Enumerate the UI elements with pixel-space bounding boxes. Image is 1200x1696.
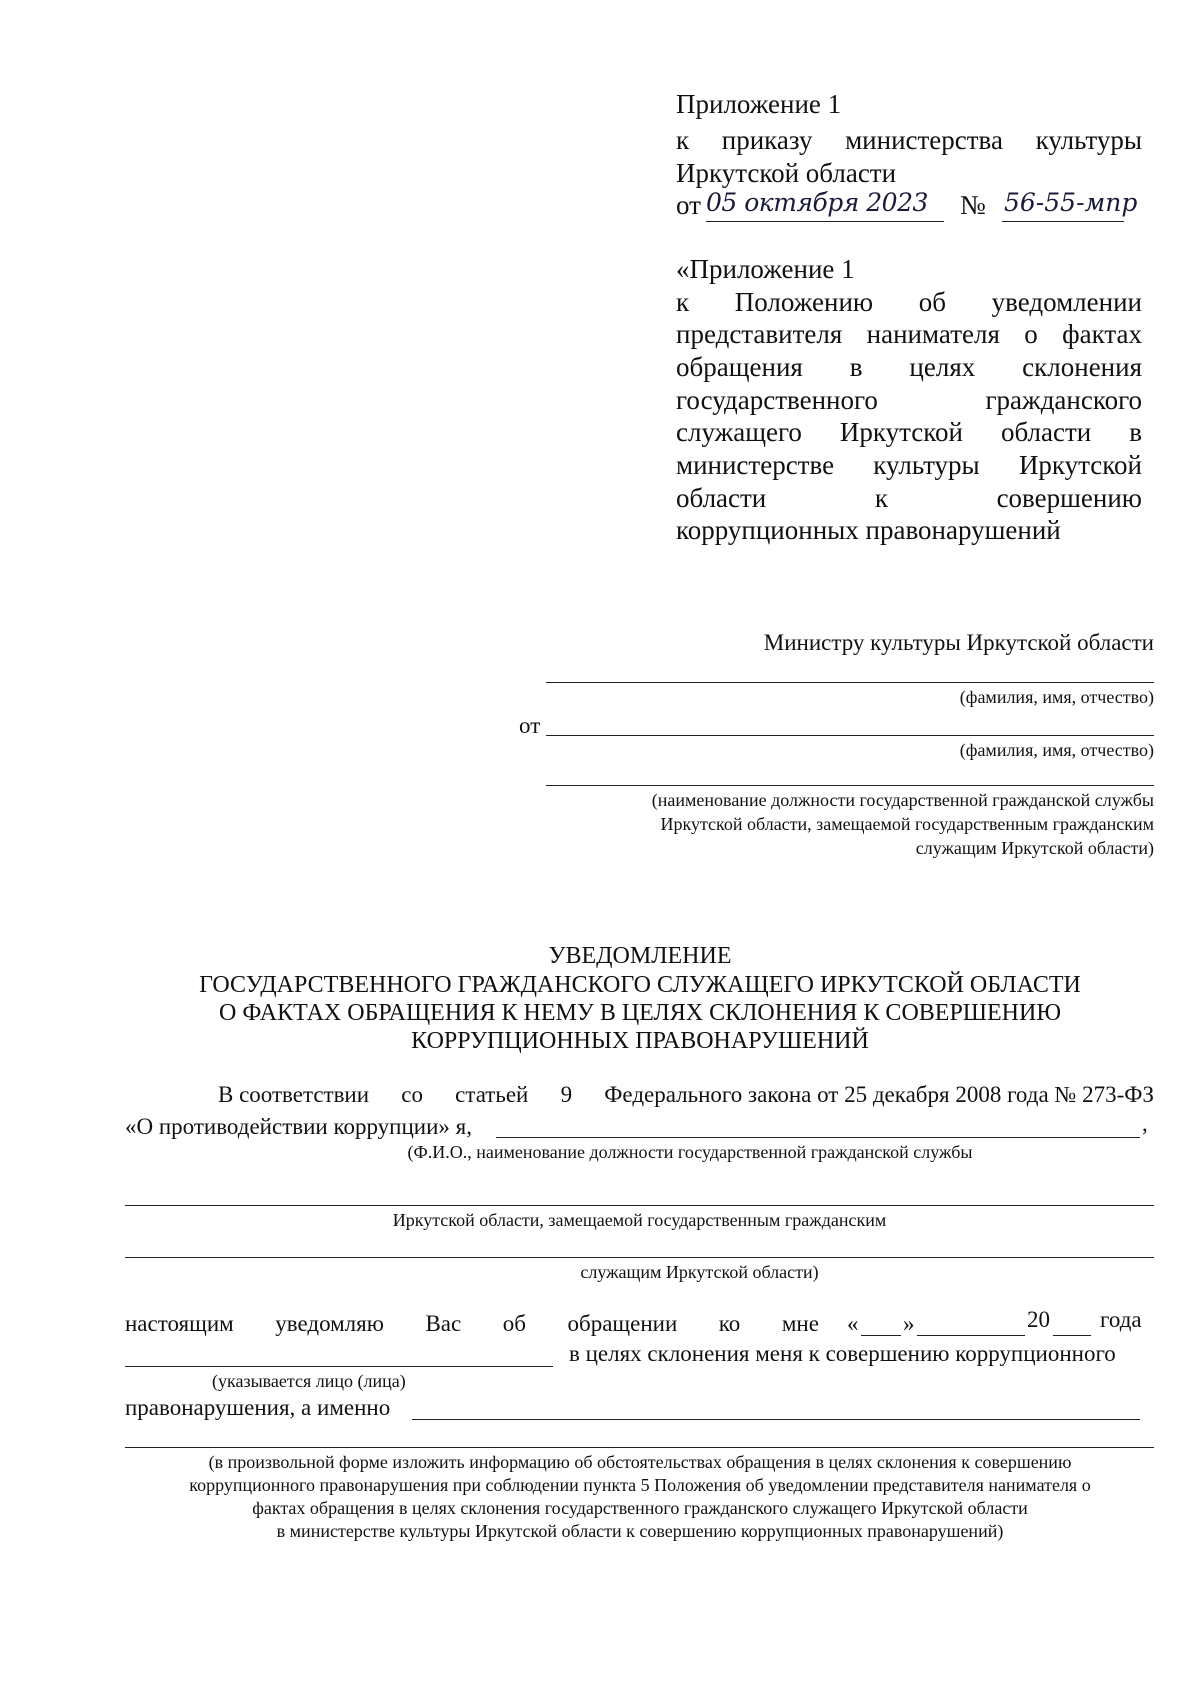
instruction-line-2: коррупционного правонарушения при соблюдении пункта 5 Положения об уведомлении представителя нанимателя о [189,1475,1091,1495]
from-fio-caption: (фамилия, имя, отчество) [959,740,1154,760]
annex-order-title: Приложение 1 [676,89,842,119]
caption-fio-position: (Ф.И.О., наименование должности государственной гражданской службы [407,1142,973,1162]
instruction-line-4: в министерстве культуры Иркутской области к совершению коррупционных правонарушений) [276,1521,1004,1541]
purpose-text: в целях склонения меня к совершению коррупционного [569,1341,1116,1366]
position-caption-2: Иркутской области, замещаемой государственным гражданским [660,814,1154,834]
number-prefix: № [960,190,986,220]
from-label: от [519,713,541,738]
from-fio-line [546,735,1154,736]
annex-regulation-title: «Приложение 1 [676,254,855,284]
annex-regulation-last-line: коррупционных правонарушений [676,515,1061,545]
month-input-line[interactable] [917,1335,1025,1336]
position-line [546,785,1154,786]
caption-servant: служащим Иркутской области) [580,1262,819,1282]
annex-regulation-line-5: служащего Иркутской области в [676,417,1142,447]
addressee-fio-line [546,682,1154,683]
year-prefix: 20 [1027,1307,1050,1332]
quote-close: » [903,1311,915,1336]
offense-input-line-1[interactable] [412,1419,1140,1420]
annex-regulation-line-4: государственного гражданского [676,385,1142,415]
position-caption-3: служащим Иркутской области) [915,838,1154,858]
caption-person: (указывается лицо (лица) [212,1371,406,1391]
annex-regulation-line-7: области к совершению [676,483,1142,513]
date-prefix: от [676,190,701,220]
annex-order-line-3: Иркутской области [676,158,897,188]
position-caption-1: (наименование должности государственной гражданской службы [651,790,1154,810]
instruction-line-3: фактах обращения в целях склонения государственного гражданского служащего Иркутской области [252,1498,1028,1518]
addressee-to: Министру культуры Иркутской области [763,630,1154,655]
fio-comma: , [1142,1111,1148,1136]
caption-region: Иркутской области, замещаемой государственным гражданским [392,1210,887,1230]
addressee-fio-caption: (фамилия, имя, отчество) [959,687,1154,707]
date-underline [706,221,944,222]
quote-open: « [847,1311,859,1336]
body-para-1-line-1: В соответствии со статьей 9 Федерального закона от 25 декабря 2008 года № 273-ФЗ [218,1082,1154,1107]
notify-words: настоящим уведомляю Вас об обращении ко мне [125,1311,819,1336]
order-number-handwritten: 56-55-мпр [1004,188,1138,217]
body-para-1-line-2: «О противодействии коррупции» я, [125,1114,472,1139]
annex-regulation-line-3: обращения в целях склонения [676,352,1142,382]
person-input-line[interactable] [125,1366,553,1367]
order-date-number-line [676,188,1146,228]
heading-line-3: О ФАКТАХ ОБРАЩЕНИЯ К НЕМУ В ЦЕЛЯХ СКЛОНЕНИЯ К СОВЕРШЕНИЮ [218,1000,1061,1026]
heading-line-1: УВЕДОМЛЕНИЕ [548,943,732,969]
heading-line-4: КОРРУПЦИОННЫХ ПРАВОНАРУШЕНИЙ [411,1028,869,1054]
offense-input-line-2[interactable] [125,1447,1154,1448]
heading-line-2: ГОСУДАРСТВЕННОГО ГРАЖДАНСКОГО СЛУЖАЩЕГО ИРКУТСКОЙ ОБЛАСТИ [199,972,1081,998]
annex-order-line-2: к приказу министерства культуры [676,125,1142,155]
day-input-line[interactable] [861,1335,901,1336]
annex-regulation-line-2: представителя нанимателя о фактах [676,319,1142,349]
order-date-handwritten: 05 октября 2023 [706,188,928,217]
position-input-line-1[interactable] [125,1205,1154,1206]
position-input-line-2[interactable] [125,1257,1154,1258]
annex-regulation-line-6: министерстве культуры Иркутской [676,450,1142,480]
year-input-line[interactable] [1053,1335,1091,1336]
fio-input-line[interactable] [496,1137,1140,1138]
number-underline [1002,221,1124,222]
annex-regulation-line-1: к Положению об уведомлении [676,287,1142,317]
year-suffix: года [1100,1307,1142,1332]
notify-line [125,1307,1154,1342]
instruction-line-1: (в произвольной форме изложить информацию об обстоятельствах обращения в целях склонения к совершению [208,1452,1072,1472]
offense-label: правонарушения, а именно [125,1395,391,1420]
